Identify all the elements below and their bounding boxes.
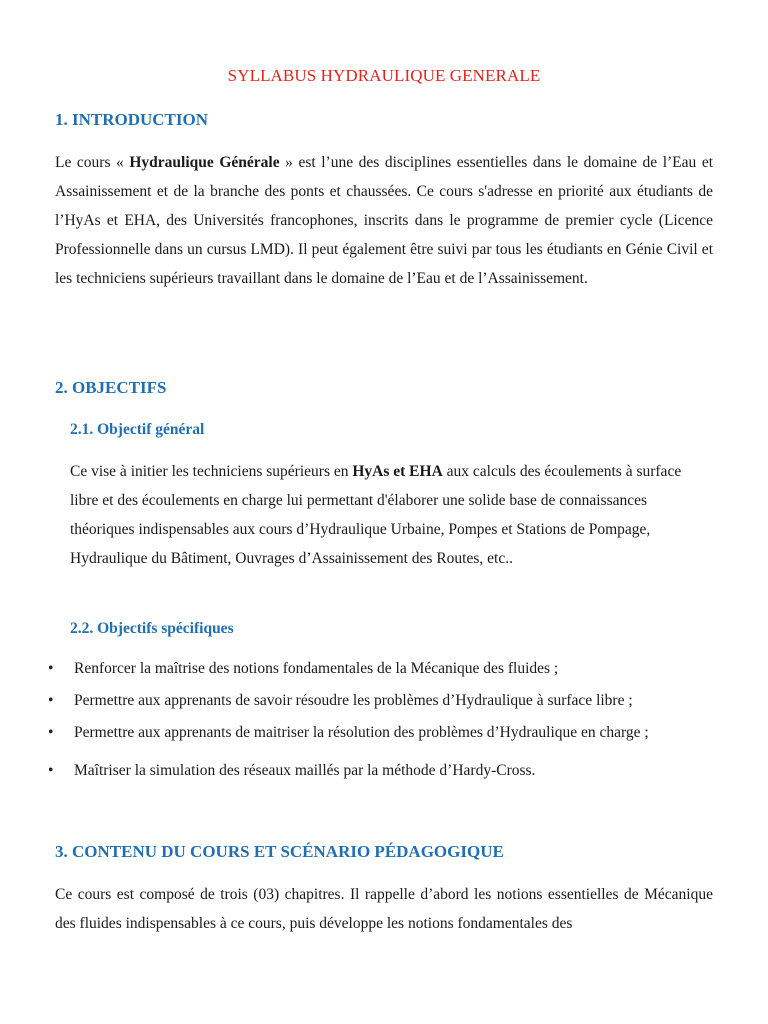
heading-objectifs: 2. OBJECTIFS — [55, 378, 167, 397]
heading-contenu-du-cours: 3. CONTENU DU COURS ET SCÉNARIO PÉDAGOGIQUE — [55, 842, 504, 861]
general-text-start: Ce vise à initier les techniciens supérieurs en — [70, 463, 353, 480]
intro-bold-course-name: Hydraulique Générale — [129, 154, 280, 171]
paragraph-objectif-general — [70, 457, 702, 573]
list-item-text: Permettre aux apprenants de maitriser la résolution des problèmes d’Hydraulique en charge ; — [74, 724, 649, 741]
heading-objectifs-specifiques: 2.2. Objectifs spécifiques — [70, 620, 234, 637]
paragraph-contenu: Ce cours est composé de trois (03) chapitres. Il rappelle d’abord les notions essentielles de Mécanique des fluides indispensables à ce cours, puis développe les notions fondamentales des — [55, 886, 713, 932]
list-item-text: Maîtriser la simulation des réseaux maillés par la méthode d’Hardy-Cross. — [74, 762, 536, 779]
document-title: SYLLABUS HYDRAULIQUE GENERALE — [227, 66, 541, 85]
intro-text-start: Le cours « — [55, 154, 130, 171]
general-bold-hyas-eha: HyAs et EHA — [352, 463, 443, 480]
bullet-icon: • — [48, 660, 54, 677]
list-item-text: Renforcer la maîtrise des notions fondamentales de la Mécanique des fluides ; — [74, 660, 559, 677]
bullet-icon: • — [48, 762, 54, 779]
heading-introduction: 1. INTRODUCTION — [55, 110, 209, 129]
bullet-icon: • — [48, 692, 54, 709]
list-item-text: Permettre aux apprenants de savoir résoudre les problèmes d’Hydraulique à surface libre ; — [74, 692, 633, 709]
intro-text-rest: » est l’une des disciplines essentielles dans le domaine de l’Eau et Assainissement et de la branche des ponts et chaussées. Ce cours s'adresse en priorité aux étudiants de l’HyAs et EHA, des Universités francophones, inscrits dans le programme de premier cycle (Licence Professionnelle dans un cursus LMD). Il peut également être suivi par tous les étudiants en Génie Civil et les techniciens supérieurs travaillant dans le domaine de l’Eau et de l’Assainissement. — [55, 154, 714, 287]
general-text-rest: aux calculs des écoulements à surface libre et des écoulements en charge lui permettant d'élaborer une solide base de connaissances théoriques indispensables aux cours d’Hydraulique Urbaine, Pompes et Stations de Pompage, Hydraulique du Bâtiment, Ouvrages d’Assainissement des Routes, etc.. — [70, 463, 682, 567]
paragraph-introduction — [55, 148, 713, 293]
heading-objectif-general: 2.1. Objectif général — [70, 421, 205, 438]
bullet-icon: • — [48, 724, 54, 741]
